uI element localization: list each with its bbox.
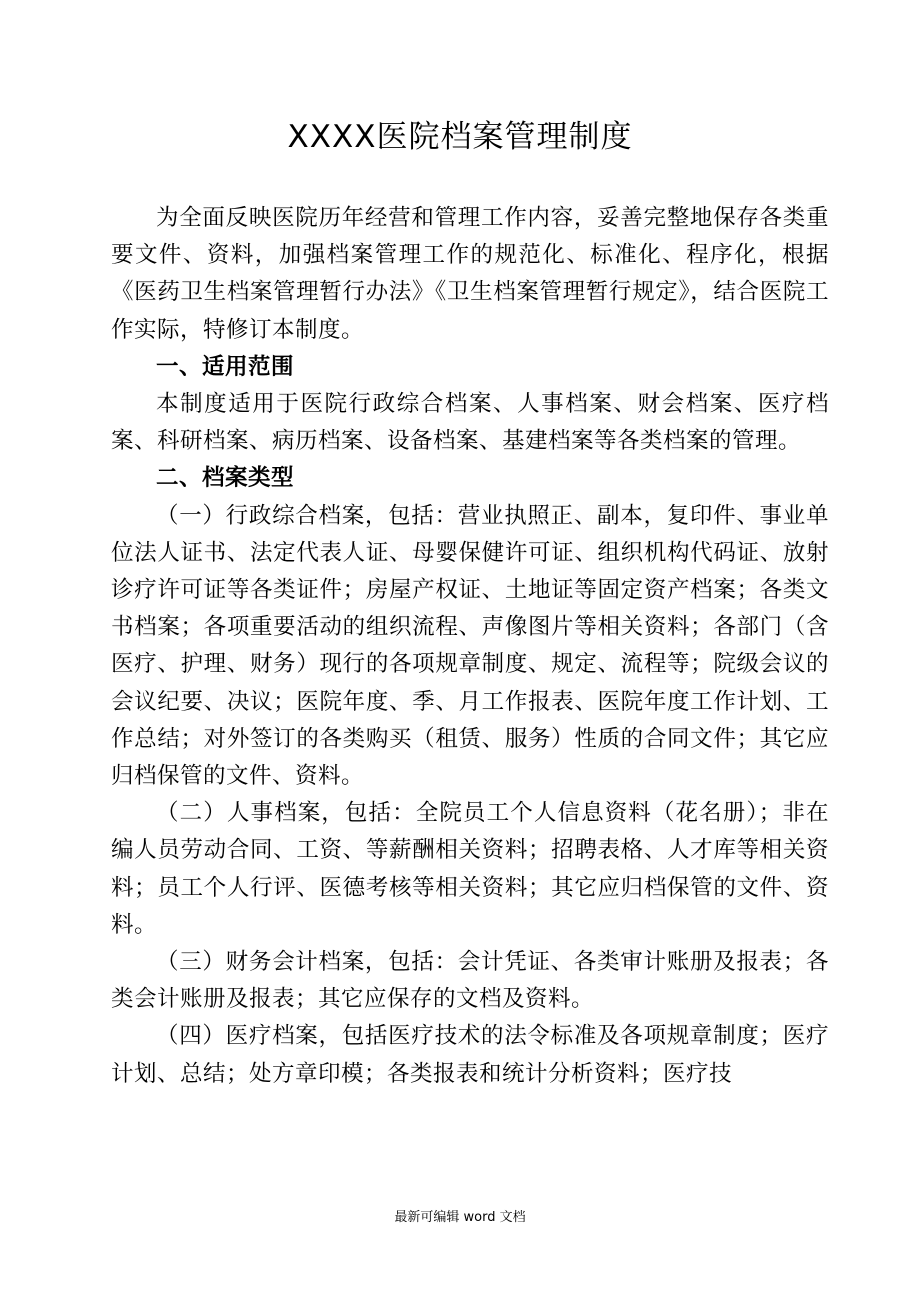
intro-paragraph: 为全面反映医院历年经营和管理工作内容，妥善完整地保存各类重要文件、资料，加强档案管理工作的规范化、标准化、程序化，根据《医药卫生档案管理暂行办法》《卫生档案管理暂行规定》，结合医院工作实际，特修订本制度。 xyxy=(111,205,829,343)
admin-archive-paragraph: （一）行政综合档案，包括：营业执照正、副本，复印件、事业单位法人证书、法定代表人证、母婴保健许可证、组织机构代码证、放射诊疗许可证等各类证件；房屋产权证、土地证等固定资产档案；各类文书档案；各项重要活动的组织流程、声像图片等相关资料；各部门（含医疗、护理、财务）现行的各项规章制度、规定、流程等；院级会议的会议纪要、决议；医院年度、季、月工作报表、医院年度工作计划、工作总结；对外签订的各类购买（租赁、服务）性质的合同文件；其它应归档保管的文件、资料。 xyxy=(111,502,829,790)
page-footer: 最新可编辑 word 文档 xyxy=(394,1210,526,1225)
section-heading-scope: 一、适用范围 xyxy=(156,353,295,380)
medical-archive-paragraph: （四）医疗档案，包括医疗技术的法令标准及各项规章制度；医疗计划、总结；处方章印模；各类报表和统计分析资料；医疗技 xyxy=(111,1023,829,1087)
document-title: XXXX医院档案管理制度 xyxy=(287,119,633,155)
personnel-archive-paragraph: （二）人事档案，包括：全院员工个人信息资料（花名册）；非在编人员劳动合同、工资、等薪酬相关资料；招聘表格、人才库等相关资料；员工个人行评、医德考核等相关资料；其它应归档保管的文件、资料。 xyxy=(111,800,829,938)
document-body xyxy=(111,200,829,1093)
finance-archive-paragraph: （三）财务会计档案，包括：会计凭证、各类审计账册及报表；各类会计账册及报表；其它应保存的文档及资料。 xyxy=(111,949,829,1013)
scope-paragraph: 本制度适用于医院行政综合档案、人事档案、财会档案、医疗档案、科研档案、病历档案、设备档案、基建档案等各类档案的管理。 xyxy=(111,391,829,455)
section-heading-types: 二、档案类型 xyxy=(156,465,295,492)
